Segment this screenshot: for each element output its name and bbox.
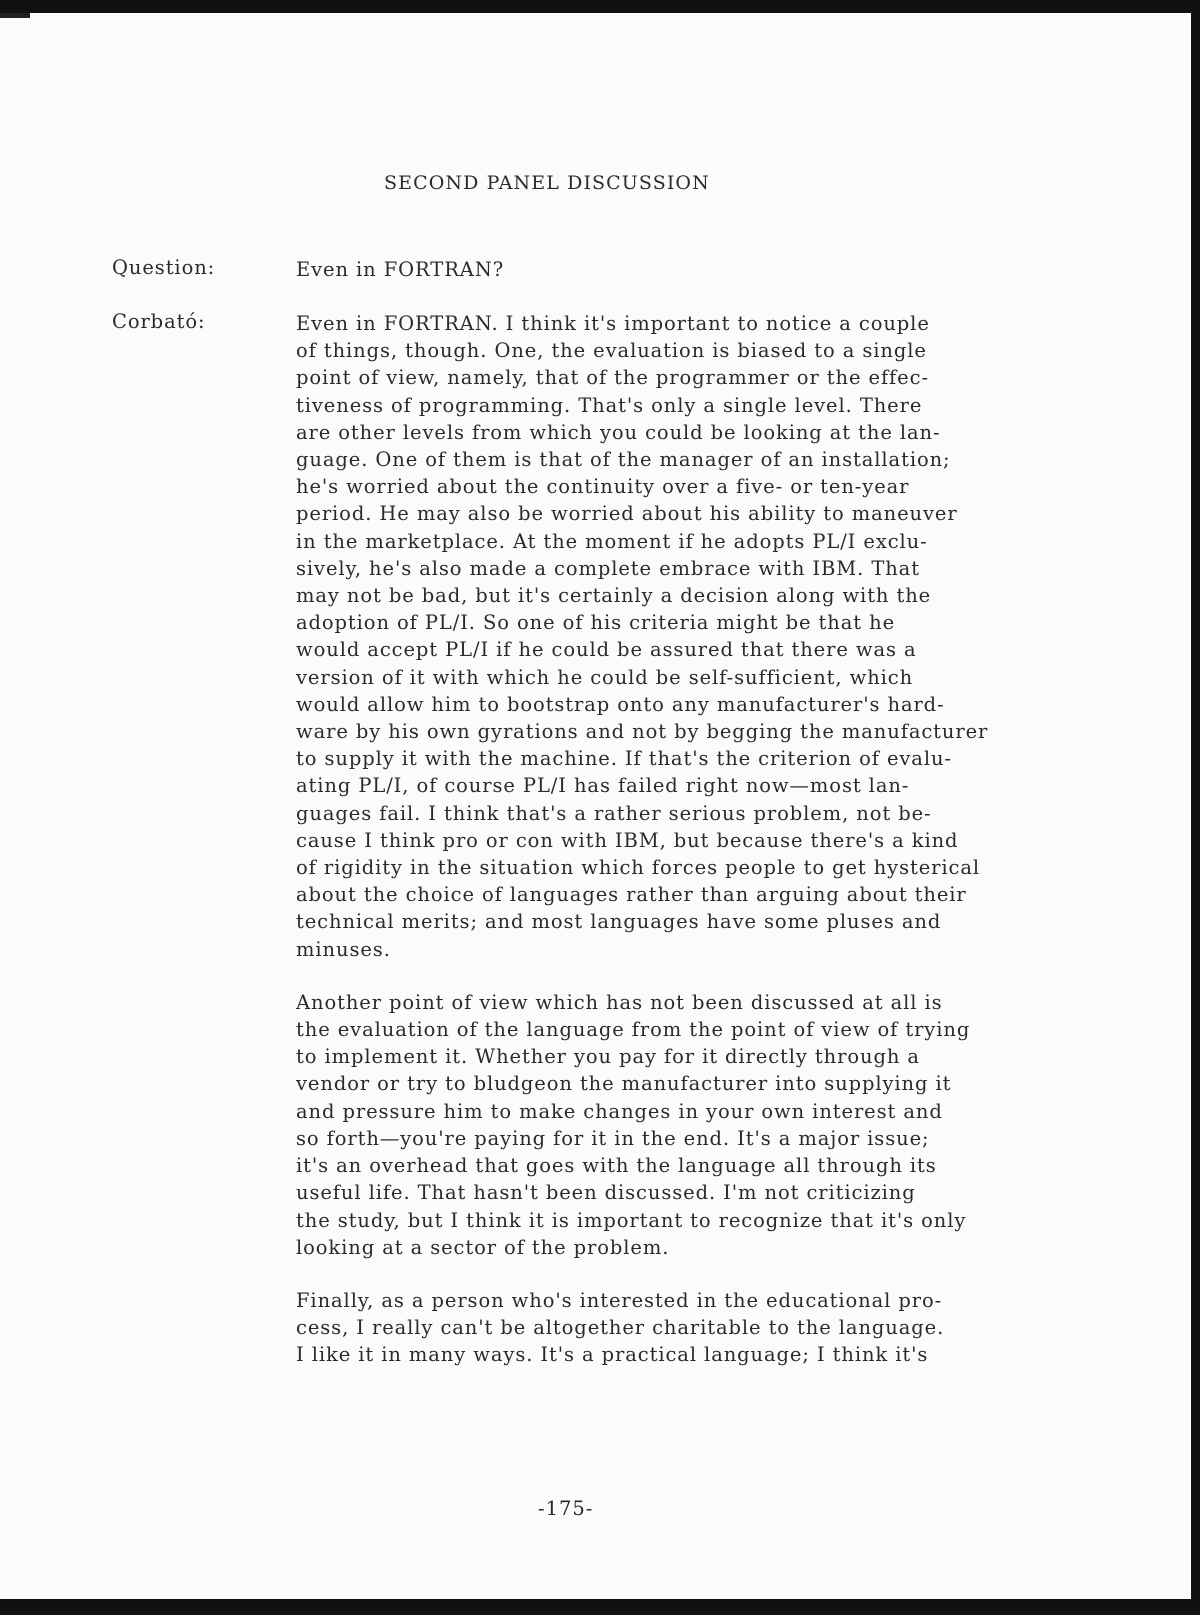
speaker-label-question: Question: xyxy=(112,256,216,279)
page-bottom-edge xyxy=(0,1599,1200,1615)
response-paragraph-2: Another point of view which has not been discussed at all is the evaluation of the language from the point of view of trying to implement it. Whether you pay for it directly through a vendor or try to bludgeon the manufacturer into supplying it and pressure him to make changes in your own interest and so forth—you're paying for it in the end. It's a major issue; it's an overhead that goes with the language all through its useful life. That hasn't been discussed. I'm not criticizing the study, but I think it is important to recognize that it's only looking at a sector of the problem. xyxy=(296,990,971,1259)
corbato-response xyxy=(296,310,1071,1369)
page-right-edge xyxy=(1191,0,1200,1615)
page-top-edge-notch xyxy=(0,13,30,18)
response-paragraph-1: Even in FORTRAN. I think it's important to notice a couple of things, though. One, the evaluation is biased to a single point of view, namely, that of the programmer or the effec- tiveness of programming. That's only a single level. There are other levels from which you could be looking at the lan- guage. One of them is that of the manager of an installation; he's worried about the continuity over a five- or ten-year period. He may also be worried about his ability to maneuver in the marketplace. At the moment if he adopts PL/I exclu- sively, he's also made a complete embrace with IBM. That may not be bad, but it's certainly a decision along with the adoption of PL/I. So one of his criteria might be that he would accept PL/I if he could be assured that there was a version of it with which he could be self-sufficient, which would allow him to bootstrap onto any manufacturer's hard- ware by his own gyrations and not by begging the manufacturer to supply it with the machine. If that's the criterion of evalu- ating PL/I, of course PL/I has failed right now—most lan- guages fail. I think that's a rather serious problem, not be- cause I think pro or con with IBM, but because there's a kind of rigidity in the situation which forces people to get hysterical about the choice of languages rather than arguing about their technical merits; and most languages have some pluses and minuses. xyxy=(296,312,989,961)
speaker-label-corbato: Corbató: xyxy=(112,310,206,333)
question-text xyxy=(296,256,1071,283)
question-paragraph: Even in FORTRAN? xyxy=(296,258,505,281)
page-number: -175- xyxy=(538,1497,594,1520)
page-top-edge xyxy=(0,0,1200,13)
response-paragraph-3: Finally, as a person who's interested in the educational pro- cess, I really can't be altogether charitable to the language. I like it in many ways. It's a practical language; I think it's xyxy=(296,1288,945,1367)
page-title: SECOND PANEL DISCUSSION xyxy=(384,172,710,194)
